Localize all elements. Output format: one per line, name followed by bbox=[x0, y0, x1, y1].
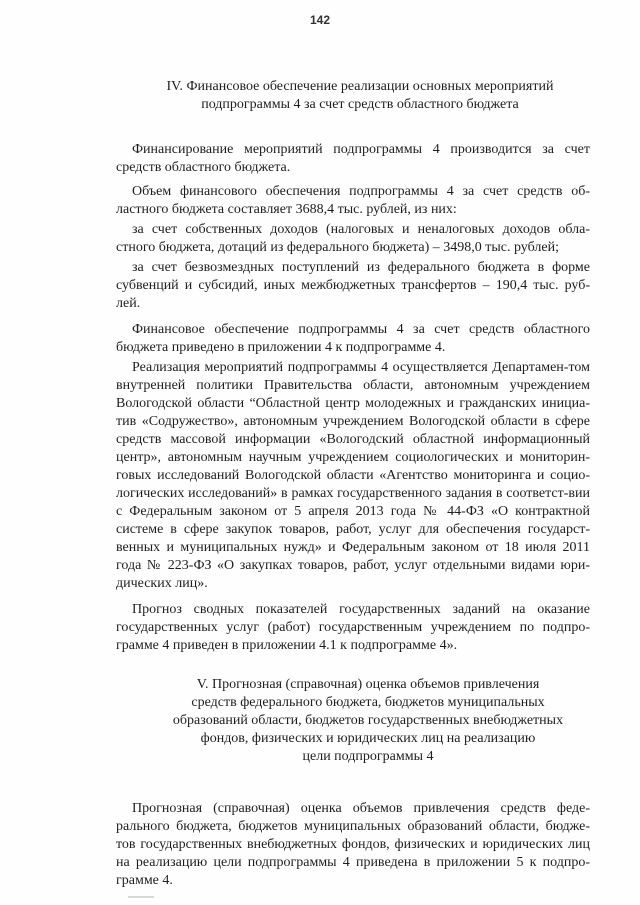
section-5-heading-line-4: фондов, физических и юридических лиц на реализацию bbox=[200, 731, 536, 746]
section-5-heading-line-2: средств федерального бюджета, бюджетов муниципальных bbox=[191, 695, 545, 710]
section-4-paragraph-own-revenue: за счет собственных доходов (налоговых и неналоговых доходов обла-стного бюджета, дотаций из федерального бюджета) – 3498,0 тыс. рублей; bbox=[116, 222, 590, 255]
section-5-heading-line-1: V. Прогнозная (справочная) оценка объемов привлечения bbox=[196, 677, 540, 692]
scan-artifact-mark bbox=[128, 896, 154, 898]
section-4-paragraph-state-tasks: Прогноз сводных показателей государственных заданий на оказание государственных услуг (работ) государственным учреждением по подпро-грамме 4 приведен в приложении 4.1 к подпрограмме 4». bbox=[116, 602, 590, 653]
section-4-heading-line-1: IV. Финансовое обеспечение реализации основных мероприятий bbox=[166, 79, 554, 94]
section-4-paragraph-federal-transfers: за счет безвозмездных поступлений из федерального бюджета в форме субвенций и субсидий, иных межбюджетных трансфертов – 190,4 тыс. руб-лей. bbox=[116, 260, 590, 311]
section-5-paragraph-forecast: Прогнозная (справочная) оценка объемов привлечения средств феде-рального бюджета, бюджетов муниципальных образований области, бюдже-тов государственных внебюджетных фондов, физических и юридических лиц на реализацию цели подпрограммы 4 приведена в приложении 5 к подпро-грамме 4. bbox=[116, 801, 590, 888]
section-4-paragraph-volume: Объем финансового обеспечения подпрограммы 4 за счет средств об-ластного бюджета составляет 3688,4 тыс. рублей, из них: bbox=[116, 184, 590, 217]
section-5-heading-line-3: образований области, бюджетов государственных внебюджетных bbox=[172, 713, 564, 728]
section-4-paragraph-appendix-4: Финансовое обеспечение подпрограммы 4 за счет средств областного бюджета приведено в приложении 4 к подпрограмме 4. bbox=[116, 322, 590, 355]
section-4-paragraph-implementation: Реализация мероприятий подпрограммы 4 осуществляется Департамен-том внутренней политики Правительства области, автономным учреждением Вологодской области “Областной центр молодежных и гражданских инициа-тив «Содружество», автономным учреждением Вологодской области в сфере средств массовой информации «Вологодский областной информационный центр», автономным научным учреждением социологических и мониторин-говых исследований Вологодской области «Агентство мониторинга и социо-логических исследований» в рамках государственного задания в соответст-вии с Федеральным законом от 5 апреля 2013 года № 44-ФЗ «О контрактной системе в сфере закупок товаров, работ, услуг для обеспечения государст-венных и муниципальных нужд» и Федеральным законом от 18 июля 2011 года № 223-ФЗ «О закупках товаров, работ, услуг отдельными видами юри-дических лиц». bbox=[116, 360, 590, 591]
page-number: 142 bbox=[309, 13, 331, 27]
section-4-paragraph-financing: Финансирование мероприятий подпрограммы 4 производится за счет средств областного бюджета. bbox=[116, 142, 590, 175]
section-5-heading-line-5: цели подпрограммы 4 bbox=[302, 749, 434, 764]
document-body bbox=[116, 78, 590, 892]
section-4-heading bbox=[116, 78, 590, 114]
section-5-heading bbox=[116, 676, 590, 766]
section-4-heading-line-2: подпрограммы 4 за счет средств областного бюджета bbox=[201, 97, 519, 112]
